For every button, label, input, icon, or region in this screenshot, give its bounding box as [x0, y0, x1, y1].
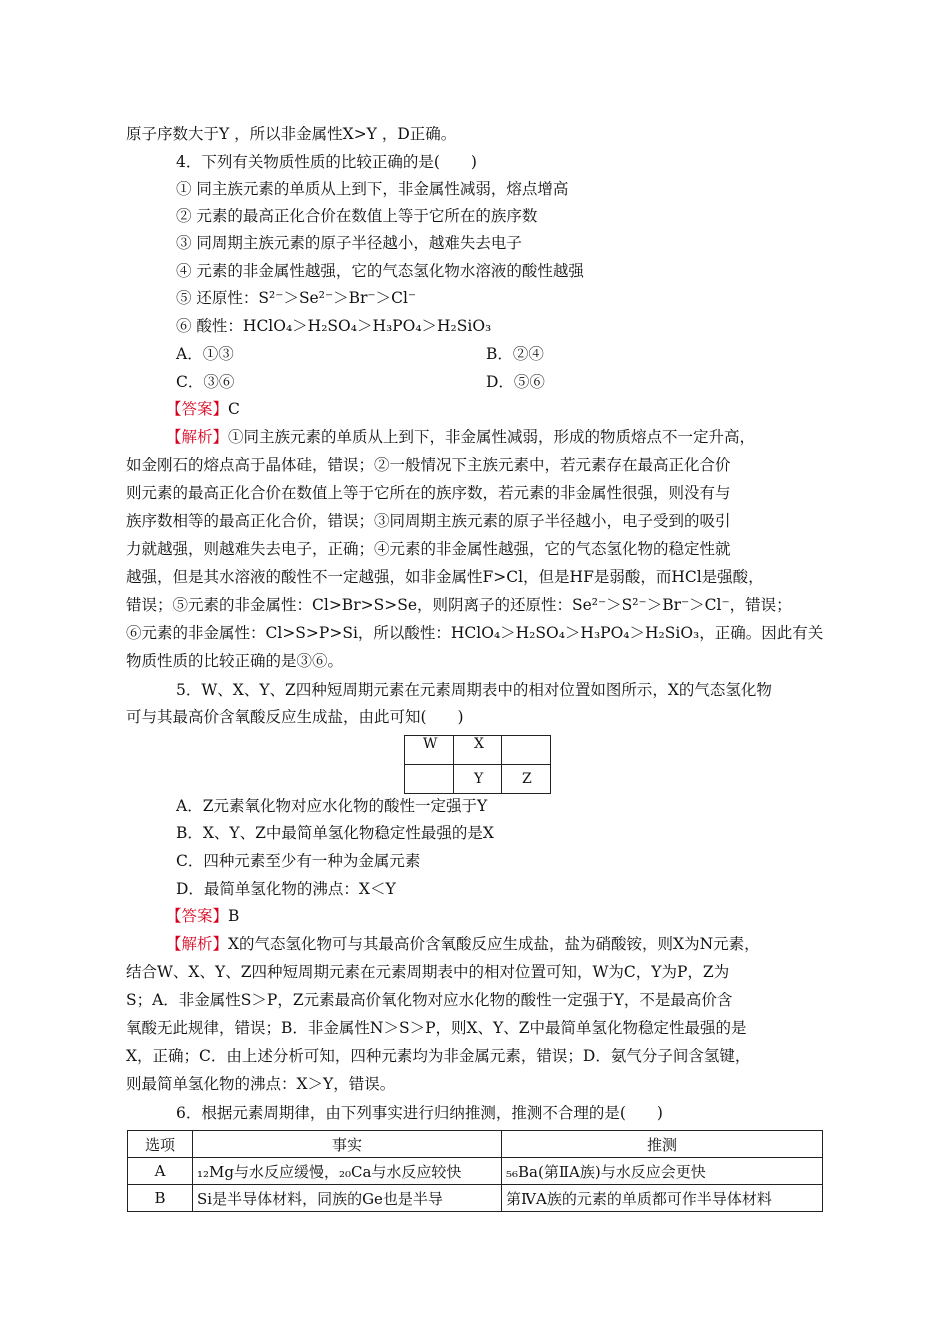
table-cell: B — [128, 1185, 193, 1212]
explanation-tag: 【解析】 — [166, 428, 229, 446]
option-c: C．③⑥ — [176, 373, 235, 391]
question-5-stem: 5．W、X、Y、Z四种短周期元素在元素周期表中的相对位置如图所示，X的气态氢化物 — [176, 681, 772, 699]
periodic-position-grid — [404, 735, 551, 794]
explanation-line: S；A．非金属性S＞P，Z元素最高价氧化物对应水化物的酸性一定强于Y，不是最高价含 — [126, 991, 733, 1009]
statement-2: ② 元素的最高正化合价在数值上等于它所在的族序数 — [176, 207, 538, 225]
statement-3: ③ 同周期主族元素的原子半径越小，越难失去电子 — [176, 234, 522, 252]
table-cell: Si是半导体材料，同族的Ge也是半导 — [193, 1185, 502, 1212]
question-5-stem-cont: 可与其最高价含氧酸反应生成盐，由此可知( ) — [126, 708, 464, 726]
option-a: A．Z元素氧化物对应水化物的酸性一定强于Y — [176, 797, 488, 815]
explanation-line — [166, 934, 866, 954]
option-c: C．四种元素至少有一种为金属元素 — [176, 852, 421, 870]
table-row — [128, 1158, 823, 1185]
table-cell: ₅₆Ba(第ⅡA族)与水反应会更快 — [502, 1158, 823, 1185]
explanation-line: 越强，但是其水溶液的酸性不一定越强，如非金属性F>Cl，但是HF是弱酸，而HCl是强酸， — [126, 568, 764, 586]
answer-value: B — [228, 907, 240, 925]
explanation-line: 物质性质的比较正确的是③⑥。 — [126, 652, 344, 670]
grid-cell — [405, 765, 454, 794]
explanation-line: ⑥元素的非金属性：Cl>S>P>Si，所以酸性：HClO₄＞H₂SO₄＞H₃PO₄＞H₂SiO₃，正确。因此有关 — [126, 624, 824, 642]
explanation-line — [166, 427, 826, 447]
answer-line — [166, 906, 866, 926]
question-4-stem: 4．下列有关物质性质的比较正确的是( ) — [176, 153, 477, 171]
answer-tag: 【答案】 — [166, 400, 229, 418]
table-cell: A — [128, 1158, 193, 1185]
statement-5: ⑤ 还原性：S²⁻＞Se²⁻＞Br⁻＞Cl⁻ — [176, 289, 417, 307]
explanation-tag: 【解析】 — [166, 935, 229, 953]
table-cell: ₁₂Mg与水反应缓慢，₂₀Ca与水反应较快 — [193, 1158, 502, 1185]
explanation-line: 结合W、X、Y、Z四种短周期元素在元素周期表中的相对位置可知，W为C，Y为P，Z为 — [126, 963, 730, 981]
answer-tag: 【答案】 — [166, 907, 229, 925]
explanation-text: X的气态氢化物可与其最高价含氧酸反应生成盐，盐为硝酸铵，则X为N元素， — [228, 935, 760, 953]
grid-cell: X — [454, 736, 502, 765]
explanation-text: ①同主族元素的单质从上到下，非金属性减弱，形成的物质熔点不一定升高， — [228, 428, 756, 446]
answer-line — [166, 399, 866, 419]
explanation-line: 力就越强，则越难失去电子，正确；④元素的非金属性越强，它的气态氢化物的稳定性就 — [126, 540, 731, 558]
option-a: A．①③ — [176, 345, 234, 363]
table-row — [128, 1185, 823, 1212]
table-header: 事实 — [193, 1131, 502, 1158]
option-b: B．X、Y、Z中最简单氢化物稳定性最强的是X — [176, 824, 494, 842]
explanation-line: X，正确；C．由上述分析可知，四种元素均为非金属元素，错误；D．氨气分子间含氢键， — [126, 1047, 751, 1065]
explanation-line: 氧酸无此规律，错误；B．非金属性N＞S＞P，则X、Y、Z中最简单氢化物稳定性最强的是 — [126, 1019, 747, 1037]
table-cell: 第ⅣA族的元素的单质都可作半导体材料 — [502, 1185, 823, 1212]
option-d: D．最简单氢化物的沸点：X＜Y — [176, 880, 396, 898]
table-header: 推测 — [502, 1131, 823, 1158]
statement-4: ④ 元素的非金属性越强，它的气态氢化物水溶液的酸性越强 — [176, 262, 584, 280]
text-line: 原子序数大于Y ，所以非金属性X>Y ，D正确。 — [126, 125, 457, 143]
grid-cell: Z — [502, 765, 551, 794]
question-6-table — [127, 1130, 823, 1212]
explanation-line: 错误；⑤元素的非金属性：Cl>Br>S>Se，则阴离子的还原性：Se²⁻＞S²⁻＞Br⁻＞Cl⁻，错误； — [126, 596, 792, 614]
statement-6: ⑥ 酸性：HClO₄＞H₂SO₄＞H₃PO₄＞H₂SiO₃ — [176, 317, 492, 335]
explanation-line: 族序数相等的最高正化合价，错误；③同周期主族元素的原子半径越小，电子受到的吸引 — [126, 512, 731, 530]
table-header: 选项 — [128, 1131, 193, 1158]
grid-cell: W — [405, 736, 454, 765]
option-d: D．⑤⑥ — [486, 373, 545, 391]
grid-cell: Y — [454, 765, 502, 794]
answer-value: C — [228, 400, 240, 418]
grid-cell — [502, 736, 551, 765]
explanation-line: 则元素的最高正化合价在数值上等于它所在的族序数，若元素的非金属性很强，则没有与 — [126, 484, 731, 502]
explanation-line: 则最简单氢化物的沸点：X＞Y，错误。 — [126, 1075, 396, 1093]
statement-1: ① 同主族元素的单质从上到下，非金属性减弱，熔点增高 — [176, 180, 569, 198]
explanation-line: 如金刚石的熔点高于晶体硅，错误；②一般情况下主族元素中，若元素存在最高正化合价 — [126, 456, 731, 474]
table-header-row — [128, 1131, 823, 1158]
question-6-stem: 6．根据元素周期律，由下列事实进行归纳推测，推测不合理的是( ) — [176, 1104, 663, 1122]
option-b: B．②④ — [486, 345, 544, 363]
